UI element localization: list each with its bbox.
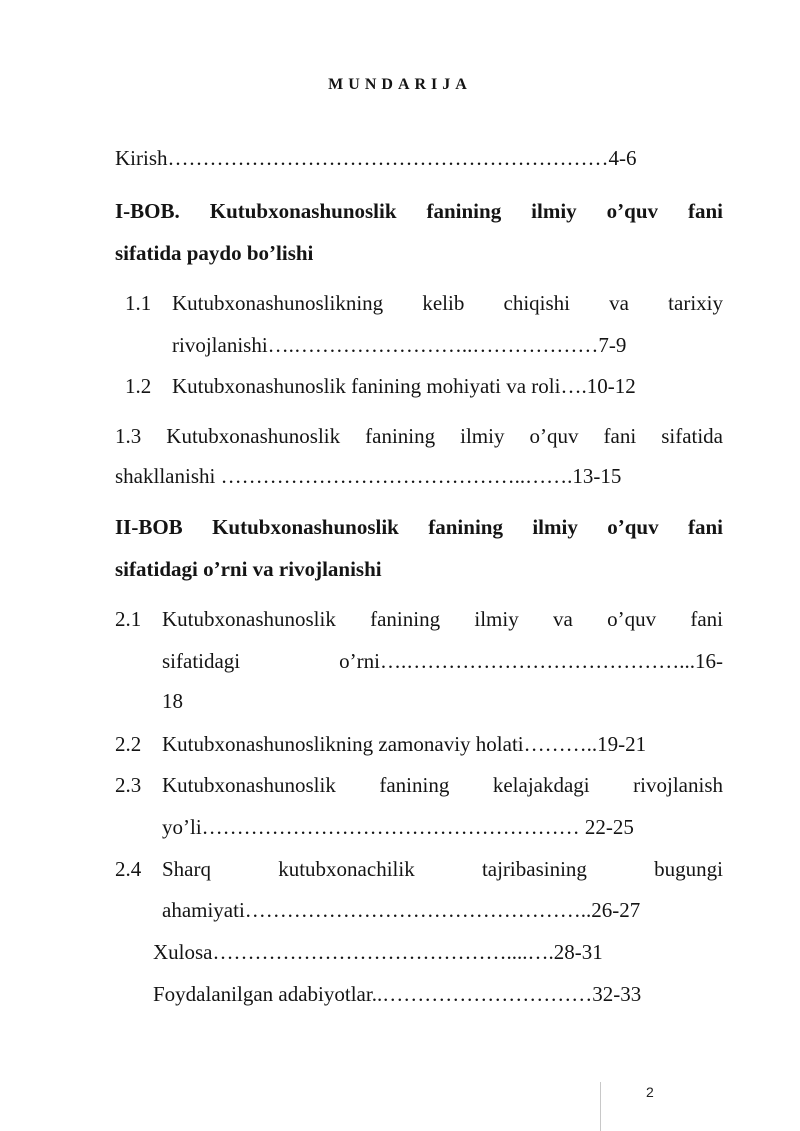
section-2-4-number: 2.4 <box>115 857 142 881</box>
section-2-4-line-1: Sharq kutubxonachilik tajribasining bugungi <box>162 857 723 881</box>
section-2-1-line-3: 18 <box>162 689 183 713</box>
toc-entry-conclusion: Xulosa……………………………………....….28-31 <box>153 940 603 964</box>
toc-title: MUNDARIJA <box>328 76 472 93</box>
section-1-3-line-2: shakllanishi ……………………………………..…….13-15 <box>115 464 622 488</box>
section-2-3-number: 2.3 <box>115 773 142 797</box>
chapter-1-heading-line-1: I-BOB. Kutubxonashunoslik fanining ilmiy o’quv fani <box>115 199 723 223</box>
section-1-3-line-1: 1.3 Kutubxonashunoslik fanining ilmiy o’quv fani sifatida <box>115 424 723 448</box>
chapter-2-heading-line-1: II-BOB Kutubxonashunoslik fanining ilmiy o’quv fani <box>115 515 723 539</box>
section-2-2-number: 2.2 <box>115 732 142 756</box>
footer-divider <box>600 1082 601 1131</box>
section-2-1-number: 2.1 <box>115 607 142 631</box>
page-number: 2 <box>646 1084 654 1100</box>
section-2-1-line-1: Kutubxonashunoslik fanining ilmiy va o’quv fani <box>162 607 723 631</box>
section-1-1-line-2: rivojlanishi….……………………..………………7-9 <box>172 333 627 357</box>
section-2-2-line-1: Kutubxonashunoslikning zamonaviy holati………..19-21 <box>162 732 647 756</box>
section-2-4-line-2: ahamiyati…………………………………………..26-27 <box>162 898 641 922</box>
toc-entry-references: Foydalanilgan adabiyotlar..…………………………32-33 <box>153 982 642 1006</box>
section-1-1-number: 1.1 <box>125 291 152 315</box>
chapter-2-heading-line-2: sifatidagi o’rni va rivojlanishi <box>115 557 382 581</box>
section-2-3-line-1: Kutubxonashunoslik fanining kelajakdagi rivojlanish <box>162 773 723 797</box>
chapter-1-heading-line-2: sifatida paydo bo’lishi <box>115 241 314 265</box>
section-1-2-number: 1.2 <box>125 374 152 398</box>
section-2-1-line-2: sifatidagi o’rni….…………………………………...16- <box>162 649 723 673</box>
toc-entry-intro: Kirish………………………………………………………4-6 <box>115 146 637 170</box>
section-2-3-line-2: yo’li……………………………………………… 22-25 <box>162 815 634 839</box>
section-1-1-line-1: Kutubxonashunoslikning kelib chiqishi va tarixiy <box>172 291 723 315</box>
section-1-2-line-1: Kutubxonashunoslik fanining mohiyati va roli….10-12 <box>172 374 636 398</box>
